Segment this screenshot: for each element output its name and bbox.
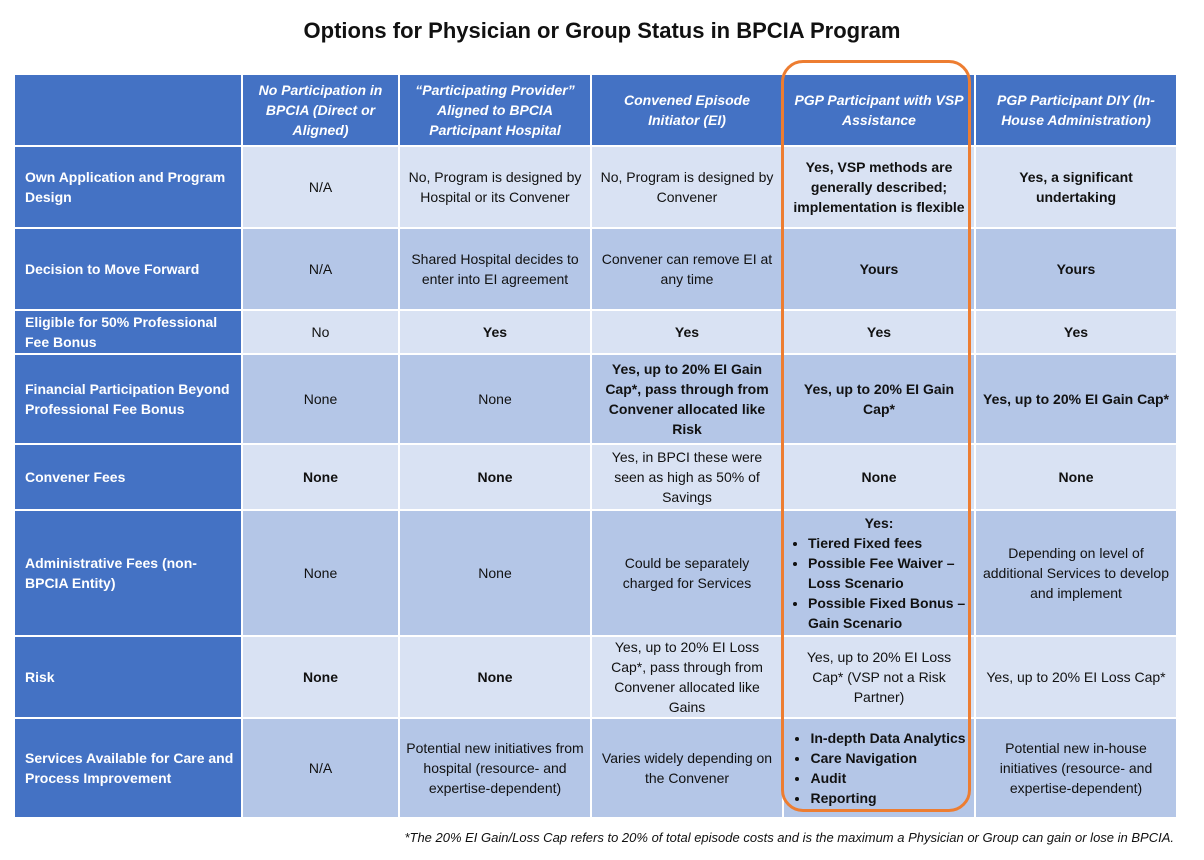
table-cell: Could be separately charged for Services xyxy=(592,511,782,635)
list-item: • Possible Fee Waiver – Loss Scenario xyxy=(808,553,968,593)
row-label-administrative-fees: Administrative Fees (non-BPCIA Entity) xyxy=(15,511,241,635)
table-cell: Yes, up to 20% EI Gain Cap* xyxy=(976,355,1176,443)
row-label-decision: Decision to Move Forward xyxy=(15,229,241,309)
header-pgp-vsp: PGP Participant with VSP Assistance xyxy=(784,75,974,145)
table-cell: Depending on level of additional Services to develop and implement xyxy=(976,511,1176,635)
table-cell: N/A xyxy=(243,147,398,227)
table-cell: Yes xyxy=(400,311,590,353)
table-cell: None xyxy=(243,511,398,635)
row-label-financial-participation: Financial Participation Beyond Professional Fee Bonus xyxy=(15,355,241,443)
vsp-admin-fees-cell xyxy=(784,511,974,635)
row-label-risk: Risk xyxy=(15,637,241,717)
table-cell: N/A xyxy=(243,719,398,817)
table-cell: Yes, in BPCI these were seen as high as 50% of Savings xyxy=(592,445,782,509)
list-item: • Care Navigation xyxy=(810,748,965,768)
table-cell: Yes, a significant undertaking xyxy=(976,147,1176,227)
table-cell: None xyxy=(243,445,398,509)
table-cell: None xyxy=(400,445,590,509)
table-cell: Yes, VSP methods are generally described; implementation is flexible xyxy=(784,147,974,227)
table-cell: No xyxy=(243,311,398,353)
table-cell: Yes xyxy=(976,311,1176,353)
table-cell: Yes xyxy=(784,311,974,353)
table-cell: Yes, up to 20% EI Gain Cap*, pass through from Convener allocated like Risk xyxy=(592,355,782,443)
comparison-table xyxy=(15,75,1176,817)
vsp-admin-fees-list xyxy=(790,533,968,633)
list-item: • Audit xyxy=(810,768,965,788)
table-cell: Varies widely depending on the Convener xyxy=(592,719,782,817)
table-cell: Yes, up to 20% EI Gain Cap* xyxy=(784,355,974,443)
table-cell: Yes, up to 20% EI Loss Cap* (VSP not a Risk Partner) xyxy=(784,637,974,717)
row-label-own-application: Own Application and Program Design xyxy=(15,147,241,227)
list-item: • Reporting xyxy=(810,788,965,808)
vsp-services-list xyxy=(792,728,965,808)
table-cell: None xyxy=(784,445,974,509)
list-item: • In-depth Data Analytics xyxy=(810,728,965,748)
table-cell: Shared Hospital decides to enter into EI agreement xyxy=(400,229,590,309)
table-cell: No, Program is designed by Hospital or its Convener xyxy=(400,147,590,227)
header-no-participation: No Participation in BPCIA (Direct or Aligned) xyxy=(243,75,398,145)
header-corner xyxy=(15,75,241,145)
header-convened-ei: Convened Episode Initiator (EI) xyxy=(592,75,782,145)
footnote: *The 20% EI Gain/Loss Cap refers to 20% of total episode costs and is the maximum a Physician or Group can gain or lose in BPCIA. xyxy=(404,830,1174,845)
table-cell: No, Program is designed by Convener xyxy=(592,147,782,227)
row-label-convener-fees: Convener Fees xyxy=(15,445,241,509)
table-cell: Yes xyxy=(592,311,782,353)
table-cell: None xyxy=(976,445,1176,509)
row-label-services: Services Available for Care and Process Improvement xyxy=(15,719,241,817)
table-cell: Convener can remove EI at any time xyxy=(592,229,782,309)
header-pgp-diy: PGP Participant DIY (In-House Administration) xyxy=(976,75,1176,145)
table-cell: None xyxy=(400,637,590,717)
list-item: • Possible Fixed Bonus – Gain Scenario xyxy=(808,593,968,633)
table-cell: None xyxy=(243,637,398,717)
page-title: Options for Physician or Group Status in BPCIA Program xyxy=(303,18,901,43)
table-cell: Yes, up to 20% EI Loss Cap* xyxy=(976,637,1176,717)
table-cell: Yours xyxy=(784,229,974,309)
vsp-admin-fees-lead: Yes: xyxy=(864,515,894,531)
vsp-services-cell xyxy=(784,719,974,817)
table-cell: Yours xyxy=(976,229,1176,309)
list-item: • Tiered Fixed fees xyxy=(808,533,968,553)
table-cell: Potential new in-house initiatives (resource- and expertise-dependent) xyxy=(976,719,1176,817)
table-cell: Potential new initiatives from hospital (resource- and expertise-dependent) xyxy=(400,719,590,817)
table-cell: None xyxy=(400,511,590,635)
table-cell: N/A xyxy=(243,229,398,309)
row-label-eligible-bonus: Eligible for 50% Professional Fee Bonus xyxy=(15,311,241,353)
table-cell: Yes, up to 20% EI Loss Cap*, pass through from Convener allocated like Gains xyxy=(592,637,782,717)
table-cell: None xyxy=(400,355,590,443)
table-cell: None xyxy=(243,355,398,443)
header-participating-provider: “Participating Provider” Aligned to BPCIA Participant Hospital xyxy=(400,75,590,145)
